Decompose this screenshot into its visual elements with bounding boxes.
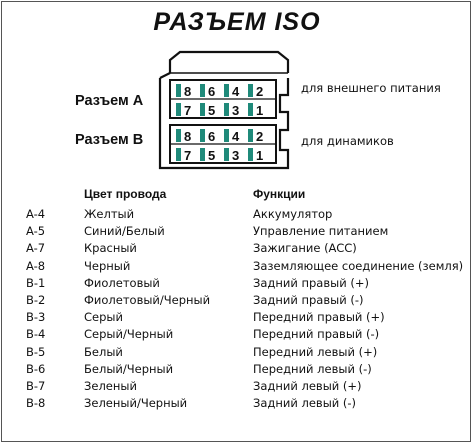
pin-number: 7: [184, 148, 192, 163]
connector-b-label: Разъем B: [75, 132, 144, 148]
table-row: [0, 310, 474, 327]
pin-number: 7: [184, 103, 192, 118]
wire-color: Желтый: [84, 207, 135, 221]
pin-id: B-3: [26, 310, 46, 325]
pin-marker: [176, 129, 181, 142]
table-row: [0, 345, 474, 362]
pin-number: 1: [256, 148, 264, 163]
header-function: Функции: [253, 187, 306, 201]
pin-id: B-4: [26, 327, 46, 342]
pin-id: B-6: [26, 361, 46, 376]
pin-marker: [176, 103, 181, 116]
table-row: [0, 276, 474, 293]
table-row: [0, 224, 474, 241]
wire-function: Передний правый (+): [253, 310, 385, 325]
pin-number: 1: [256, 103, 264, 118]
pin-marker: [224, 129, 229, 142]
table-row: [0, 259, 474, 276]
pin-id: A-7: [26, 241, 46, 256]
pin-number: 2: [256, 84, 264, 99]
page-title: РАЗЪЕМ ISO: [153, 8, 321, 36]
wire-color: Белый/Черный: [84, 361, 174, 376]
pin-number: 8: [184, 84, 192, 99]
wire-function: Передний левый (-): [253, 361, 372, 376]
header-wire-color: Цвет провода: [84, 187, 167, 201]
pin-id: B-2: [26, 293, 46, 307]
pin-marker: [248, 103, 253, 116]
table-row: [0, 327, 474, 344]
wire-color: Серый/Черный: [84, 327, 174, 342]
pin-id: B-1: [26, 275, 46, 290]
pin-marker: [224, 148, 229, 161]
iso-connector-drawing: [0, 0, 474, 180]
wire-color: Красный: [84, 241, 137, 256]
wire-function: Задний левый (+): [253, 379, 362, 393]
wire-color: Фиолетовый: [84, 275, 160, 290]
pin-number: 2: [256, 129, 264, 144]
wire-function: Аккумулятор: [253, 207, 333, 221]
pin-id: A-5: [26, 224, 46, 239]
pin-number: 3: [232, 103, 240, 118]
pin-marker: [200, 103, 205, 116]
pin-marker: [224, 103, 229, 116]
table-row: [0, 293, 474, 310]
wire-function: Передний левый (+): [253, 344, 378, 359]
pin-marker: [200, 84, 205, 97]
table-row: [0, 241, 474, 258]
wire-color: Зеленый/Черный: [84, 396, 188, 411]
pin-number: 4: [232, 129, 240, 144]
table-row: [0, 396, 474, 413]
pin-marker: [176, 148, 181, 161]
pin-number: 4: [232, 84, 240, 99]
pin-id: B-8: [26, 396, 46, 411]
wire-function: Задний левый (-): [253, 396, 357, 411]
pin-id: B-7: [26, 379, 46, 393]
housing-top-outline: [170, 52, 288, 73]
connector-a-note: для внешнего питания: [301, 81, 441, 95]
pin-marker: [176, 84, 181, 97]
table-row: [0, 379, 474, 396]
wire-function: Задний правый (+): [253, 275, 369, 290]
wire-function: Передний правый (-): [253, 327, 380, 342]
pin-number: 5: [208, 148, 216, 163]
wire-function: Заземляющее соединение (земля): [253, 258, 464, 273]
wire-color: Зеленый: [84, 379, 137, 393]
wire-color: Белый: [84, 344, 123, 359]
pin-id: A-4: [26, 207, 46, 221]
pin-number: 6: [208, 129, 216, 144]
pin-id: A-8: [26, 258, 46, 273]
wire-color: Черный: [84, 258, 131, 273]
wire-function: Задний правый (-): [253, 293, 364, 307]
wire-color: Синий/Белый: [84, 224, 165, 239]
wire-function: Управление питанием: [253, 224, 389, 239]
pin-marker: [248, 84, 253, 97]
table-row: [0, 362, 474, 379]
pin-marker: [248, 148, 253, 161]
wire-color: Фиолетовый/Черный: [84, 293, 211, 307]
wire-color: Серый: [84, 310, 123, 325]
wire-function: Зажигание (ACC): [253, 241, 357, 256]
pin-marker: [248, 129, 253, 142]
connector-b-note: для динамиков: [301, 134, 394, 148]
pin-number: 5: [208, 103, 216, 118]
pin-marker: [200, 129, 205, 142]
connector-a-label: Разъем A: [75, 93, 144, 109]
pin-marker: [200, 148, 205, 161]
pin-number: 8: [184, 129, 192, 144]
pin-number: 3: [232, 148, 240, 163]
table-row: [0, 207, 474, 224]
pin-number: 6: [208, 84, 216, 99]
pin-marker: [224, 84, 229, 97]
pin-id: B-5: [26, 344, 46, 359]
